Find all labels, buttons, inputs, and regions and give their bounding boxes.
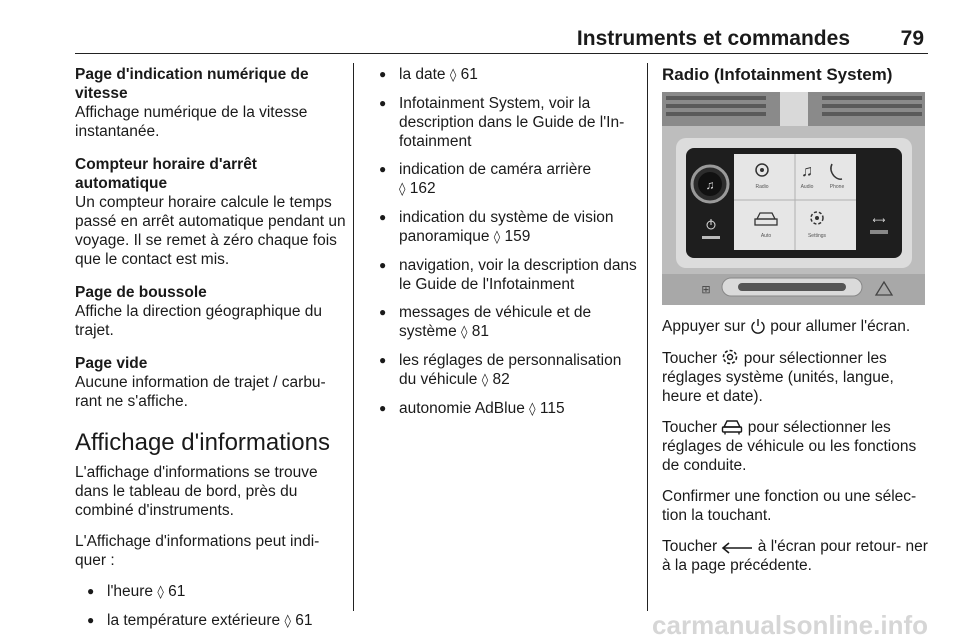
screen-label-auto: Auto — [760, 233, 772, 239]
list-item: ● les réglages de personnalisation du véhicule ◊ 82 — [377, 351, 639, 390]
page-number: 79 — [900, 27, 924, 50]
infotainment-photo — [662, 92, 925, 305]
page-ref-link[interactable]: 81 — [471, 323, 490, 340]
section-blank-page — [75, 354, 347, 411]
list-item: ● la date ◊ 61 — [377, 65, 639, 85]
page-ref-link[interactable]: 162 — [409, 180, 436, 197]
page-ref-link[interactable]: 82 — [492, 371, 510, 388]
info-list — [75, 582, 347, 631]
column-divider-2 — [647, 63, 648, 611]
page-ref-link[interactable]: 159 — [504, 228, 531, 245]
page-ref-link[interactable]: 115 — [539, 400, 565, 417]
section-speed-page — [75, 65, 347, 141]
usb-icon: ⟷ — [872, 215, 886, 225]
section-title: Instruments et commandes — [576, 27, 850, 50]
back-arrow-icon — [721, 542, 753, 554]
column-divider-1 — [353, 63, 354, 611]
screen-label-settings: Settings — [807, 233, 827, 239]
page-ref-link[interactable]: 61 — [295, 612, 313, 629]
car-icon — [721, 419, 743, 435]
subheading: Page de boussole — [75, 284, 207, 301]
paragraph: Aucune information de trajet / carbu- rant ne s'affiche. — [75, 374, 326, 410]
list-item: ● indication du système de vision panoramique ◊ 159 — [377, 208, 639, 247]
list-item: ● Infotainment System, voir la description dans le Guide de l'In- fotainment — [377, 94, 639, 151]
paragraph: Un compteur horaire calcule le temps passé en arrêt automatique pendant un voyage. Il se remet à zéro chaque fois que le contact est mis. — [75, 194, 346, 268]
screen-label-radio: Radio — [755, 184, 769, 190]
subheading: Page vide — [75, 355, 148, 372]
info-list-continued — [377, 65, 639, 419]
paragraph: L'affichage d'informations se trouve dans le tableau de bord, près du combiné d'instruments. — [75, 464, 318, 519]
paragraph-confirm: Confirmer une fonction ou une sélec- tion la touchant. — [662, 488, 917, 524]
subheading: Compteur horaire d'arrêt automatique — [75, 156, 257, 192]
music-note-icon: ♫ — [801, 163, 813, 180]
page-header — [75, 27, 928, 53]
subheading: Page d'indication numérique de vitesse — [75, 66, 309, 102]
paragraph-power: Appuyer sur pour allumer l'écran. — [662, 318, 911, 335]
screen-label-audio: Audio — [800, 184, 814, 190]
list-item: ● indication de caméra arrière ◊ 162 — [377, 160, 639, 199]
watermark: carmanualsonline.info — [652, 610, 928, 640]
list-item: ● messages de véhicule et de système ◊ 81 — [377, 303, 639, 342]
paragraph: Affiche la direction géographique du trajet. — [75, 303, 323, 339]
paragraph-back: Toucher à l'écran pour retour- ner à la page précédente. — [662, 538, 928, 574]
list-item: ● autonomie AdBlue ◊ 115 — [377, 399, 639, 419]
paragraph: Affichage numérique de la vitesse instantanée. — [75, 104, 308, 140]
page-ref-link[interactable]: 61 — [168, 583, 186, 600]
svg-text:⊞: ⊞ — [701, 284, 711, 296]
header-rule — [75, 53, 928, 54]
paragraph-vehicle: Toucher pour sélectionner les réglages de véhicule ou les fonctions de conduite. — [662, 419, 917, 474]
column-1 — [75, 65, 347, 640]
list-item: ● navigation, voir la description dans le Guide de l'Infotainment — [377, 256, 639, 294]
screen-label-phone: Phone — [829, 184, 845, 190]
power-icon — [750, 318, 766, 334]
column-3 — [662, 65, 928, 587]
column-2 — [377, 65, 639, 428]
section-heading: Affichage d'informations — [75, 429, 330, 456]
radio-heading: Radio (Infotainment System) — [662, 65, 893, 84]
music-note-icon: ♫ — [705, 178, 715, 192]
list-item: ● l'heure ◊ 61 — [75, 582, 347, 602]
page-ref-link[interactable]: 61 — [460, 66, 478, 83]
list-item: ● la température extérieure ◊ 61 — [75, 611, 347, 631]
section-compass — [75, 283, 347, 340]
settings-gear-icon — [721, 348, 739, 366]
paragraph: L'Affichage d'informations peut indi- quer : — [75, 533, 320, 569]
section-stop-timer — [75, 155, 347, 269]
paragraph-settings: Toucher pour sélectionner les réglages système (unités, langue, heure et date). — [662, 350, 894, 405]
